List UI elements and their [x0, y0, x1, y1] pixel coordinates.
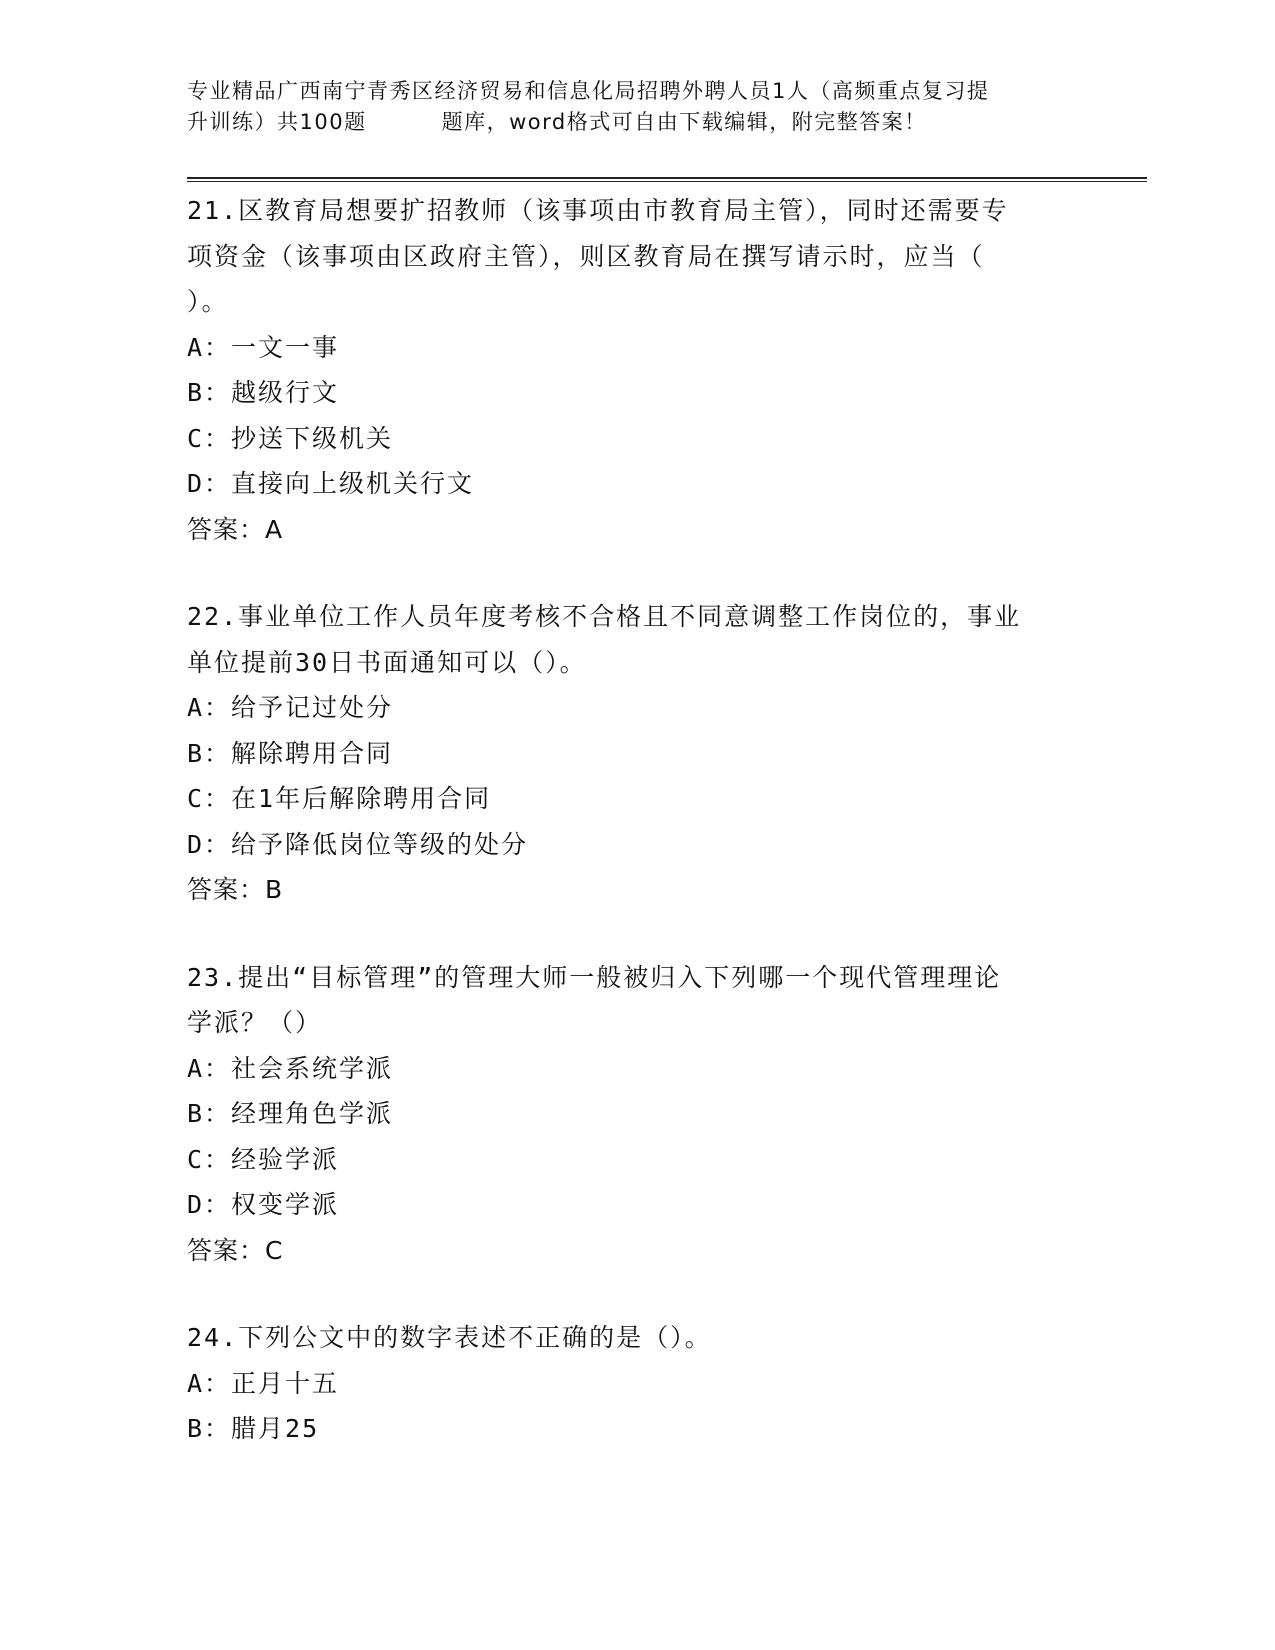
option-b: B：越级行文: [187, 378, 340, 407]
option-b: B：解除聘用合同: [187, 738, 394, 768]
option-a: A：一文一事: [187, 332, 340, 362]
option-a: A：正月十五: [187, 1368, 340, 1398]
answer: 答案：A: [187, 514, 284, 544]
option-a: A：给予记过处分: [187, 693, 394, 722]
answer: 答案：B: [187, 875, 284, 904]
question-21: [187, 188, 1087, 552]
question-stem-line: 23.提出“目标管理”的管理大师一般被归入下列哪一个现代管理理论: [187, 962, 1002, 992]
header-divider: [187, 177, 1147, 182]
option-b: B：腊月25: [187, 1414, 320, 1443]
question-stem-line: 项资金（该事项由区政府主管），则区教育局在撰写请示时，应当（: [187, 241, 985, 271]
document-header: [187, 76, 1087, 138]
question-22: [187, 594, 1087, 913]
option-a: A：社会系统学派: [187, 1053, 394, 1083]
question-stem-line: 学派？（）: [187, 1008, 323, 1037]
option-c: C：在1年后解除聘用合同: [187, 784, 492, 813]
option-c: C：经验学派: [187, 1144, 340, 1174]
option-d: D：给予降低岗位等级的处分: [187, 829, 529, 859]
option-d: D：直接向上级机关行文: [187, 469, 475, 498]
question-stem-line: 22.事业单位工作人员年度考核不合格且不同意调整工作岗位的，事业: [187, 602, 1022, 631]
question-stem-line: 24.下列公文中的数字表述不正确的是（）。: [187, 1323, 712, 1352]
header-title-part-a: 升训练）共100题: [187, 110, 367, 134]
header-title-line2: [187, 107, 1087, 138]
option-d: D：权变学派: [187, 1190, 340, 1219]
header-title-line1: 专业精品广西南宁青秀区经济贸易和信息化局招聘外聘人员1人（高频重点复习提: [187, 79, 990, 103]
answer: 答案：C: [187, 1235, 284, 1265]
question-list: [187, 188, 1087, 1494]
header-title-part-b: 题库，word格式可自由下载编辑，附完整答案！: [441, 110, 927, 134]
question-stem-line: 21.区教育局想要扩招教师（该事项由市教育局主管），同时还需要专: [187, 196, 1009, 225]
question-24: [187, 1315, 1087, 1452]
option-b: B：经理角色学派: [187, 1099, 394, 1128]
question-stem-line: ）。: [187, 287, 229, 316]
option-c: C：抄送下级机关: [187, 423, 394, 453]
question-stem-line: 单位提前30日书面通知可以（）。: [187, 647, 587, 677]
question-23: [187, 955, 1087, 1274]
